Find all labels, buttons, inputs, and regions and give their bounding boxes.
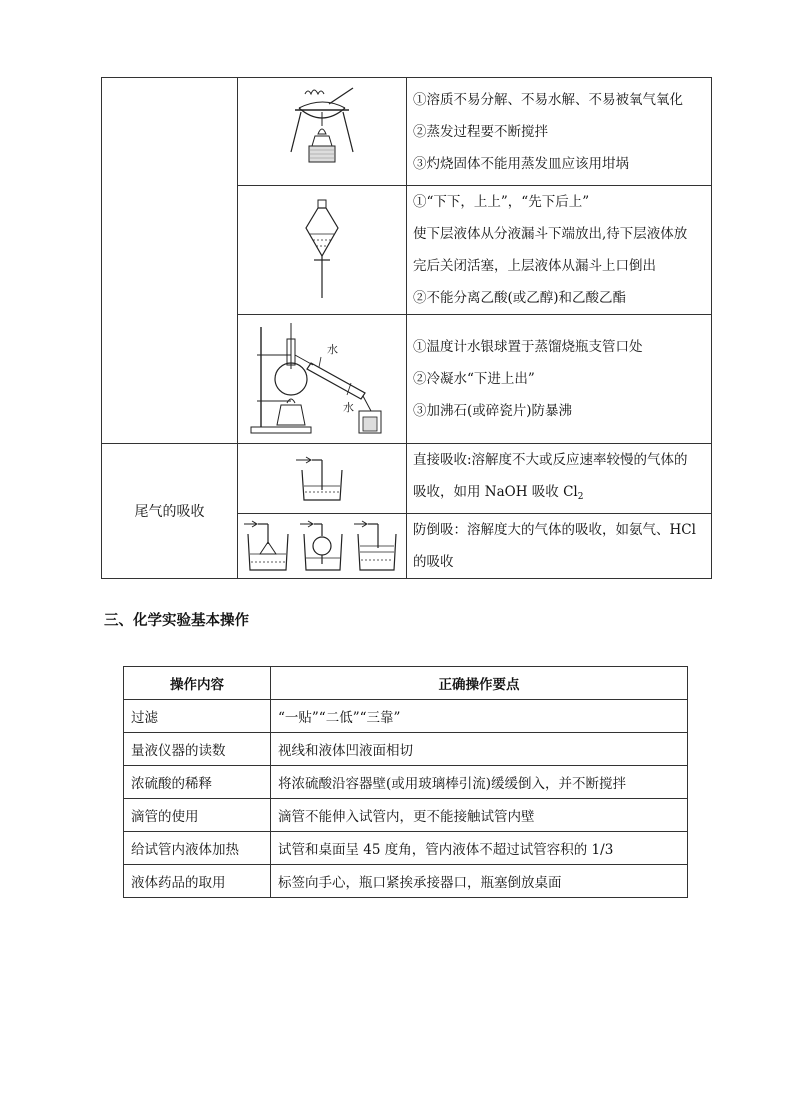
note-line: 防倒吸：溶解度大的气体的吸收，如氨气、HCl <box>413 522 696 538</box>
subscript: 2 <box>577 492 584 502</box>
distillation-notes <box>407 315 712 444</box>
table-row <box>124 733 688 766</box>
distillation-figure-cell <box>238 315 407 444</box>
evaporation-apparatus-illustration <box>287 86 357 178</box>
note-line: 使下层液体从分液漏斗下端放出,待下层液体放 <box>413 226 688 242</box>
direct-absorption-illustration <box>292 454 352 504</box>
note-line: ②冷凝水“下进上出” <box>413 371 535 387</box>
note-line: ③加沸石(或碎瓷片)防暴沸 <box>413 403 573 419</box>
key-point-cell: 试管和桌面呈 45 度角，管内液体不超过试管容积的 1/3 <box>271 832 688 865</box>
category-label: 尾气的吸收 <box>134 504 205 520</box>
table-row <box>124 766 688 799</box>
note-line: ②蒸发过程要不断搅拌 <box>413 123 548 140</box>
antisuck-figure-cell <box>238 514 407 579</box>
table-row <box>124 700 688 733</box>
operation-cell: 量液仪器的读数 <box>124 733 271 766</box>
note-line: 完后关闭活塞，上层液体从漏斗上口倒出 <box>413 258 656 274</box>
separatory-notes <box>407 186 712 315</box>
operation-cell: 滴管的使用 <box>124 799 271 832</box>
operation-cell: 过滤 <box>124 700 271 733</box>
table-row <box>124 865 688 898</box>
evaporation-notes <box>407 78 712 186</box>
operation-cell: 液体药品的取用 <box>124 865 271 898</box>
column-header: 正确操作要点 <box>271 667 688 700</box>
note-line: ③灼烧固体不能用蒸发皿应该用坩埚 <box>413 155 629 172</box>
note-line: 的吸收 <box>413 554 454 570</box>
key-point-cell: “一贴”“二低”“三靠” <box>271 700 688 733</box>
separatory-figure-cell <box>238 186 407 315</box>
antisuck-notes <box>407 514 712 579</box>
anti-suckback-illustration <box>242 518 402 574</box>
section-heading: 三、化学实验基本操作 <box>104 613 249 629</box>
key-point-cell: 标签向手心，瓶口紧挨承接器口，瓶塞倒放桌面 <box>271 865 688 898</box>
separatory-funnel-illustration <box>302 198 342 302</box>
note-line: ①溶质不易分解、不易水解、不易被氧气氧化 <box>413 91 683 108</box>
empty-category-cell <box>102 78 238 444</box>
table-row <box>124 832 688 865</box>
apparatus-table <box>101 77 712 579</box>
distillation-apparatus-illustration <box>247 319 397 439</box>
note-line <box>413 476 705 513</box>
note-line: ①温度计水银球置于蒸馏烧瓶支管口处 <box>413 339 643 355</box>
table-row <box>124 799 688 832</box>
key-point-cell: 视线和液体凹液面相切 <box>271 733 688 766</box>
note-line: ②不能分离乙酸(或乙醇)和乙酸乙酯 <box>413 290 627 306</box>
direct-absorption-figure-cell <box>238 444 407 514</box>
column-header: 操作内容 <box>124 667 271 700</box>
note-line: ①“下下，上上”，“先下后上” <box>413 194 590 210</box>
direct-absorption-notes <box>407 444 712 514</box>
water-outlet-label: 水 <box>327 343 338 356</box>
water-inlet-label: 水 <box>343 401 354 414</box>
evaporation-figure-cell <box>238 78 407 186</box>
note-line: 直接吸收:溶解度不大或反应速率较慢的气体的 <box>413 452 688 468</box>
tail-gas-category-cell <box>102 444 238 579</box>
basic-operations-table <box>123 666 688 898</box>
key-point-cell: 滴管不能伸入试管内，更不能接触试管内壁 <box>271 799 688 832</box>
operation-cell: 给试管内液体加热 <box>124 832 271 865</box>
note-text: 吸收，如用 NaOH 吸收 Cl <box>413 484 578 500</box>
key-point-cell: 将浓硫酸沿容器壁(或用玻璃棒引流)缓缓倒入，并不断搅拌 <box>271 766 688 799</box>
operation-cell: 浓硫酸的稀释 <box>124 766 271 799</box>
